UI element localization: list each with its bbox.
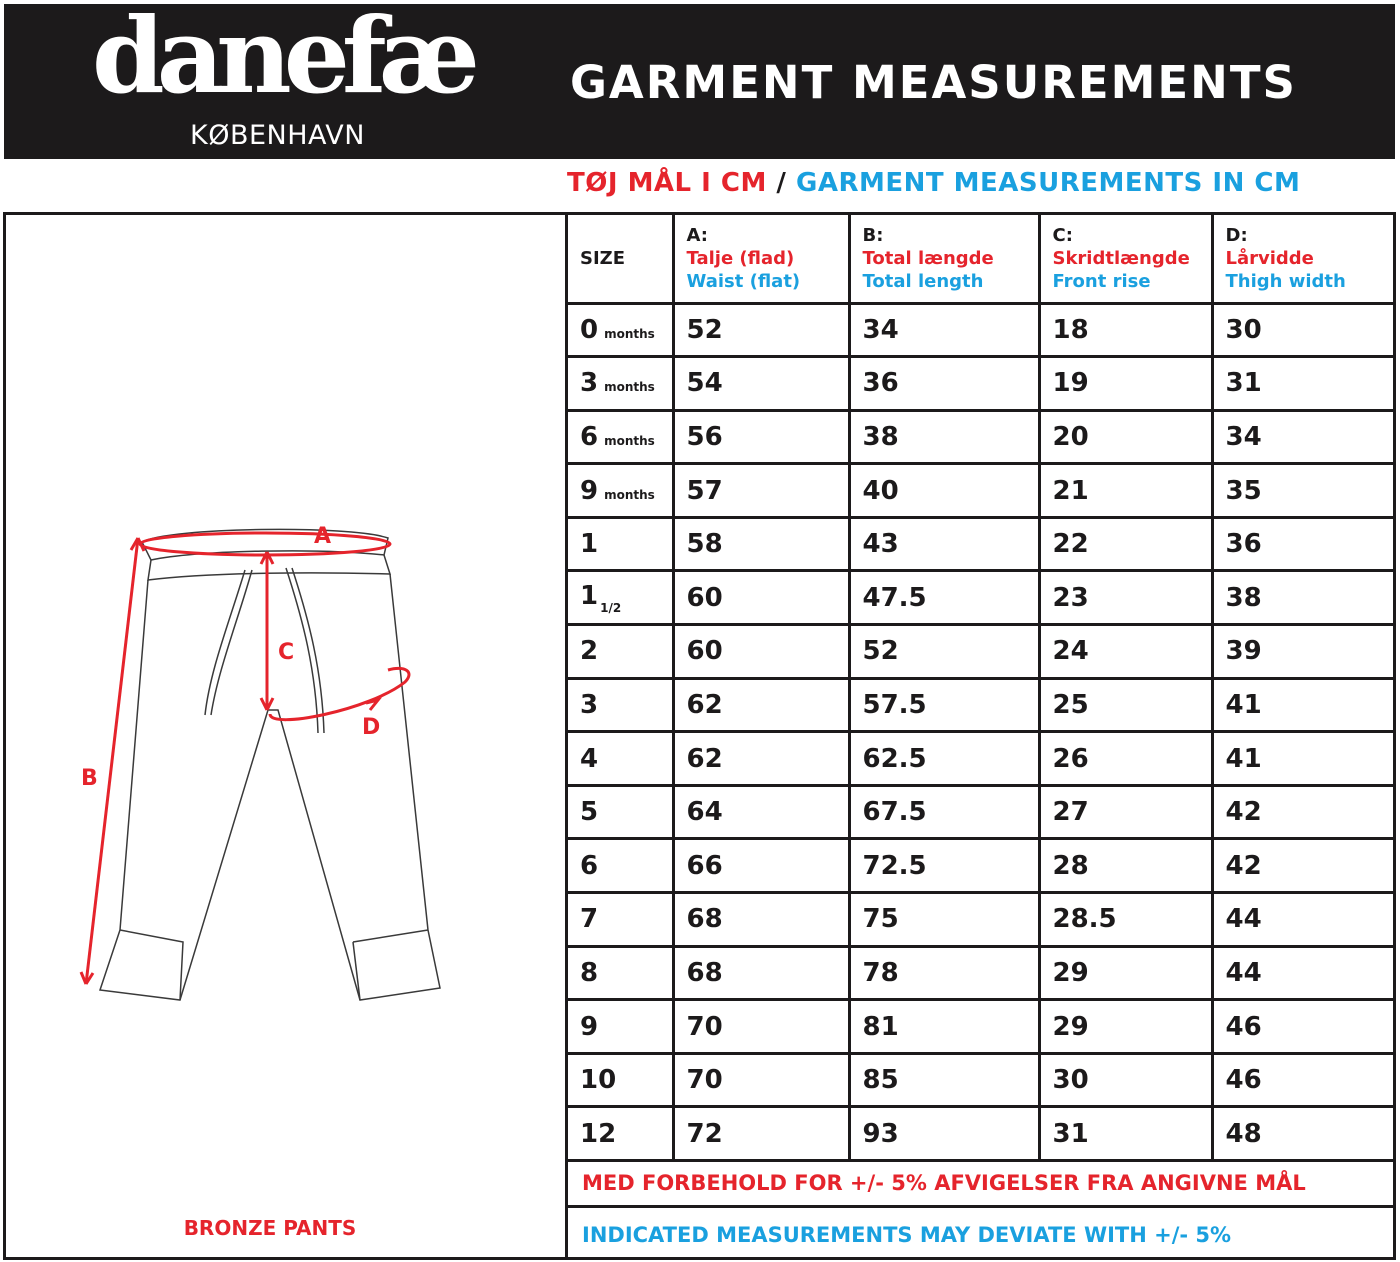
header-banner [4, 0, 1395, 159]
total-length-cell: 67.5 [849, 785, 1039, 839]
column-header-c [1039, 215, 1212, 303]
waist-cell: 60 [673, 571, 849, 625]
total-length-cell: 62.5 [849, 732, 1039, 786]
total-length-cell: 57.5 [849, 678, 1039, 732]
front-rise-cell: 24 [1039, 625, 1212, 679]
table-row [568, 303, 1393, 357]
front-rise-cell: 18 [1039, 303, 1212, 357]
size-cell: 10 [568, 1053, 673, 1107]
table-row [568, 1000, 1393, 1054]
column-label-danish: Total længde [862, 247, 994, 269]
total-length-cell: 47.5 [849, 571, 1039, 625]
thigh-width-cell: 38 [1212, 571, 1393, 625]
waist-cell: 56 [673, 410, 849, 464]
waist-cell: 57 [673, 464, 849, 518]
waist-cell: 64 [673, 785, 849, 839]
subtitle-separator: / [776, 168, 787, 198]
waist-cell: 70 [673, 1000, 849, 1054]
total-length-cell: 85 [849, 1053, 1039, 1107]
total-length-cell: 38 [849, 410, 1039, 464]
column-label-danish: Talje (flad) [686, 247, 795, 269]
table-row [568, 1053, 1393, 1107]
size-cell: 1 [568, 517, 673, 571]
waist-cell: 72 [673, 1107, 849, 1161]
size-value: 1 [580, 580, 599, 611]
diagram-label-a: A [314, 524, 332, 549]
thigh-width-cell: 44 [1212, 946, 1393, 1000]
table-row [568, 410, 1393, 464]
column-label-english: Total length [862, 270, 984, 292]
deviation-note-danish: MED FORBEHOLD FOR +/- 5% AFVIGELSER FRA ANGIVNE MÅL [568, 1158, 1393, 1208]
measurement-lines [81, 533, 409, 984]
waist-cell: 62 [673, 732, 849, 786]
size-cell [568, 410, 673, 464]
size-value: 3 [580, 368, 599, 399]
size-column-header: SIZE [568, 215, 673, 303]
waist-cell: 54 [673, 357, 849, 411]
size-value: 0 [580, 314, 599, 345]
table-row [568, 946, 1393, 1000]
thigh-width-cell: 35 [1212, 464, 1393, 518]
column-label-english: Thigh width [1225, 270, 1346, 292]
product-name: BRONZE PANTS [183, 1216, 357, 1240]
total-length-cell: 40 [849, 464, 1039, 518]
table-row [568, 785, 1393, 839]
column-letter: C: [1052, 224, 1073, 246]
table-row [568, 464, 1393, 518]
waist-cell: 52 [673, 303, 849, 357]
measurements-table [568, 215, 1393, 1162]
waist-cell: 68 [673, 946, 849, 1000]
column-letter: B: [862, 224, 884, 246]
front-rise-cell: 29 [1039, 1000, 1212, 1054]
table-row [568, 1107, 1393, 1161]
column-label-danish: Lårvidde [1225, 247, 1314, 269]
thigh-width-cell: 34 [1212, 410, 1393, 464]
brand-name: danefæ [92, 0, 473, 117]
table-row [568, 839, 1393, 893]
front-rise-cell: 19 [1039, 357, 1212, 411]
waist-cell: 60 [673, 625, 849, 679]
waist-cell: 66 [673, 839, 849, 893]
thigh-width-cell: 42 [1212, 839, 1393, 893]
waist-cell: 58 [673, 517, 849, 571]
column-header-d [1212, 215, 1393, 303]
brand-logo [92, 0, 492, 158]
front-rise-cell: 26 [1039, 732, 1212, 786]
size-cell [568, 464, 673, 518]
thigh-width-cell: 41 [1212, 732, 1393, 786]
thigh-width-cell: 46 [1212, 1053, 1393, 1107]
diagram-label-c: C [278, 640, 295, 665]
waist-cell: 62 [673, 678, 849, 732]
total-length-cell: 81 [849, 1000, 1039, 1054]
table-row [568, 625, 1393, 679]
size-cell: 4 [568, 732, 673, 786]
front-rise-cell: 29 [1039, 946, 1212, 1000]
subtitle [567, 168, 1397, 198]
size-value: 9 [580, 475, 599, 506]
subtitle-english: GARMENT MEASUREMENTS IN CM [795, 168, 1301, 198]
thigh-width-cell: 39 [1212, 625, 1393, 679]
thigh-width-cell: 30 [1212, 303, 1393, 357]
size-cell: 8 [568, 946, 673, 1000]
size-cell: 6 [568, 839, 673, 893]
front-rise-cell: 25 [1039, 678, 1212, 732]
thigh-width-cell: 44 [1212, 893, 1393, 947]
total-length-cell: 52 [849, 625, 1039, 679]
size-cell: 5 [568, 785, 673, 839]
front-rise-cell: 31 [1039, 1107, 1212, 1161]
column-label-danish: Skridtlængde [1052, 247, 1190, 269]
page-title: GARMENT MEASUREMENTS [570, 56, 1297, 109]
total-length-cell: 36 [849, 357, 1039, 411]
size-unit: months [604, 487, 655, 502]
size-cell [568, 571, 673, 625]
total-length-cell: 93 [849, 1107, 1039, 1161]
size-unit: months [604, 380, 655, 395]
table-row [568, 678, 1393, 732]
deviation-note-english: INDICATED MEASUREMENTS MAY DEVIATE WITH +/- 5% [582, 1223, 1232, 1247]
front-rise-cell: 28.5 [1039, 893, 1212, 947]
size-cell: 3 [568, 678, 673, 732]
total-length-cell: 43 [849, 517, 1039, 571]
waist-cell: 68 [673, 893, 849, 947]
table-row [568, 893, 1393, 947]
size-cell: 9 [568, 1000, 673, 1054]
size-cell: 12 [568, 1107, 673, 1161]
thigh-width-cell: 48 [1212, 1107, 1393, 1161]
table-row [568, 517, 1393, 571]
front-rise-cell: 27 [1039, 785, 1212, 839]
diagram-label-b: B [81, 766, 98, 791]
column-label-english: Waist (flat) [686, 270, 801, 292]
brand-city: KØBENHAVN [190, 120, 365, 151]
table-header-row [568, 215, 1393, 303]
thigh-width-cell: 36 [1212, 517, 1393, 571]
size-cell: 7 [568, 893, 673, 947]
pants-diagram [20, 500, 540, 1020]
column-label-english: Front rise [1052, 270, 1151, 292]
column-header-b [849, 215, 1039, 303]
total-length-cell: 72.5 [849, 839, 1039, 893]
column-header-a [673, 215, 849, 303]
thigh-width-cell: 41 [1212, 678, 1393, 732]
pants-outline [100, 529, 440, 1000]
front-rise-cell: 20 [1039, 410, 1212, 464]
table-row [568, 357, 1393, 411]
table-row [568, 732, 1393, 786]
size-unit: months [604, 433, 655, 448]
total-length-cell: 75 [849, 893, 1039, 947]
size-unit: months [604, 326, 655, 341]
thigh-width-cell: 42 [1212, 785, 1393, 839]
front-rise-cell: 28 [1039, 839, 1212, 893]
subtitle-danish: TØJ MÅL I CM [567, 168, 767, 198]
thigh-width-cell: 46 [1212, 1000, 1393, 1054]
size-cell: 2 [568, 625, 673, 679]
front-rise-cell: 23 [1039, 571, 1212, 625]
column-letter: A: [686, 224, 708, 246]
total-length-cell: 34 [849, 303, 1039, 357]
size-fraction: 1/2 [600, 600, 622, 615]
size-cell [568, 303, 673, 357]
front-rise-cell: 21 [1039, 464, 1212, 518]
size-value: 6 [580, 421, 599, 452]
column-letter: D: [1225, 224, 1248, 246]
table-row [568, 571, 1393, 625]
front-rise-cell: 30 [1039, 1053, 1212, 1107]
size-cell [568, 357, 673, 411]
front-rise-cell: 22 [1039, 517, 1212, 571]
diagram-label-d: D [362, 715, 381, 740]
waist-cell: 70 [673, 1053, 849, 1107]
thigh-width-cell: 31 [1212, 357, 1393, 411]
total-length-cell: 78 [849, 946, 1039, 1000]
